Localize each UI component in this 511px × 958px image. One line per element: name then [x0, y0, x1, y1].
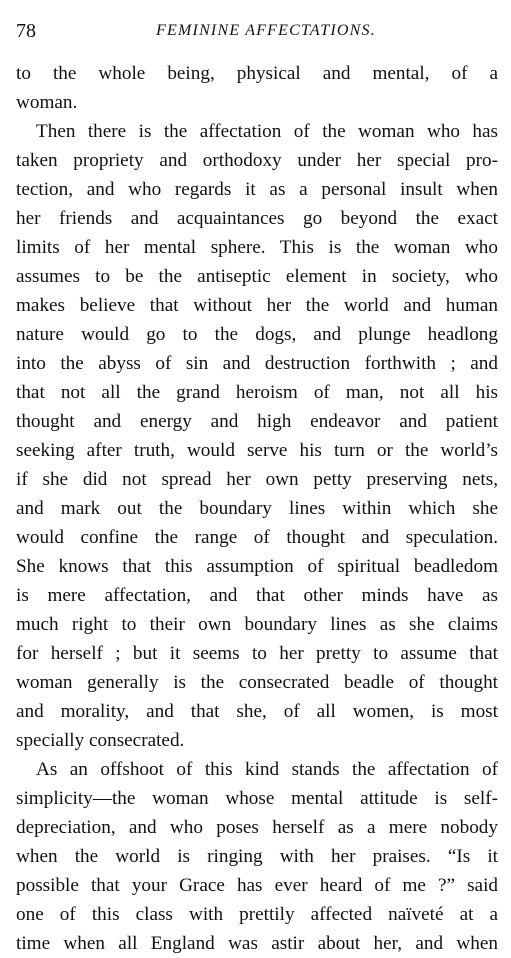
text-line: woman.	[16, 92, 78, 113]
text-line: when the world is ringing with her praises. “Is it	[16, 846, 498, 867]
text-line: one of this class with prettily affected naïveté at a	[16, 904, 498, 925]
body-text	[16, 59, 498, 958]
text-line: and mark out the boundary lines within which she	[16, 498, 498, 519]
text-line: As an offshoot of this kind stands the affectation of	[36, 759, 498, 780]
text-line: that not all the grand heroism of man, not all his	[16, 382, 498, 403]
text-line: much right to their own boundary lines as she claims	[16, 614, 498, 635]
text-line: seeking after truth, would serve his turn or the world’s	[16, 440, 498, 461]
text-line: for herself ; but it seems to her pretty to assume that	[16, 643, 498, 664]
text-line: Then there is the affectation of the woman who has	[36, 121, 498, 142]
text-line: assumes to be the antiseptic element in society, who	[16, 266, 498, 287]
text-line: She knows that this assumption of spiritual beadledom	[16, 556, 498, 577]
text-line: is mere affectation, and that other minds have as	[16, 585, 498, 606]
page-header	[16, 18, 496, 44]
text-line: possible that your Grace has ever heard of me ?” said	[16, 875, 498, 896]
text-line: thought and energy and high endeavor and patient	[16, 411, 498, 432]
text-line: tection, and who regards it as a personal insult when	[16, 179, 498, 200]
text-line: taken propriety and orthodoxy under her special pro-	[16, 150, 498, 171]
text-line: her friends and acquaintances go beyond the exact	[16, 208, 498, 229]
text-line: to the whole being, physical and mental, of a	[16, 63, 498, 84]
text-line: woman generally is the consecrated beadle of thought	[16, 672, 498, 693]
text-line: specially consecrated.	[16, 730, 185, 751]
text-line: would confine the range of thought and speculation.	[16, 527, 498, 548]
text-line: makes believe that without her the world and human	[16, 295, 498, 316]
text-line: simplicity—the woman whose mental attitude is self-	[16, 788, 498, 809]
text-line: and morality, and that she, of all women, is most	[16, 701, 498, 722]
text-line: if she did not spread her own petty preserving nets,	[16, 469, 498, 490]
text-line: into the abyss of sin and destruction forthwith ; and	[16, 353, 498, 374]
text-line: limits of her mental sphere. This is the woman who	[16, 237, 498, 258]
text-line: time when all England was astir about her, and when	[16, 933, 498, 954]
running-title: FEMININE AFFECTATIONS.	[156, 22, 376, 39]
page-number: 78	[16, 20, 36, 42]
text-line: nature would go to the dogs, and plunge headlong	[16, 324, 498, 345]
text-line: depreciation, and who poses herself as a mere nobody	[16, 817, 498, 838]
